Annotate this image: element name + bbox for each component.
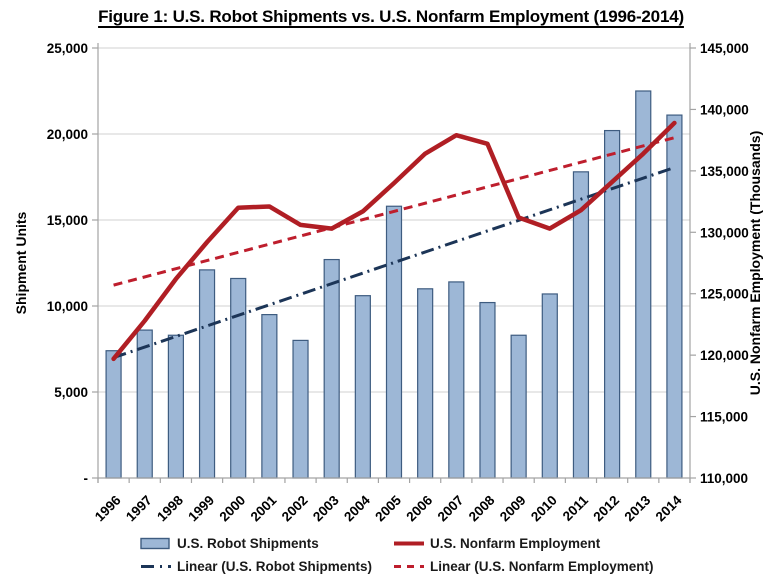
x-axis-year-label: 2002 [278,492,311,525]
right-axis-tick-label: 110,000 [700,471,749,486]
right-axis-tick-label: 145,000 [700,41,749,56]
bar-2009 [511,335,526,478]
x-axis-year-label: 2011 [559,492,592,524]
right-axis-tick-label: 125,000 [700,286,749,302]
bar-2005 [387,206,402,478]
x-axis-year-label: 1999 [185,492,218,525]
right-axis-tick-label: 120,000 [700,348,749,364]
right-axis-tick-label: 130,000 [700,225,749,241]
bar-1998 [168,335,183,478]
left-axis-tick-label: 5,000 [54,385,88,400]
bar-2001 [262,315,277,478]
right-axis-tick-label: 140,000 [700,102,749,118]
x-axis-year-label: 2010 [528,492,560,525]
bar-2008 [480,303,495,478]
legend-item-u-s-nonfarm-employment [393,536,600,551]
bar-2003 [324,260,339,478]
chart-title-text: Figure 1: U.S. Robot Shipments vs. U.S. Nonfarm Employment (1996-2014) [98,7,684,26]
x-axis-year-label: 2012 [590,492,623,525]
left-axis-title: Shipment Units [13,211,29,315]
bar-2010 [542,294,557,478]
bar-1999 [200,270,215,478]
x-axis-year-label: 2008 [465,492,498,525]
legend-label: Linear (U.S. Nonfarm Employment) [430,559,654,574]
x-axis-year-label: 2004 [341,492,373,525]
bar-1996 [106,351,121,478]
legend-swatch-bar [140,536,172,551]
x-axis-year-label: 2001 [247,492,280,525]
x-axis-year-label: 1997 [123,492,155,525]
bars-group [106,91,682,478]
right-axis-tick-label: 135,000 [700,163,749,179]
x-axis-year-label: 2009 [496,492,529,525]
bar-2000 [231,278,246,478]
legend-label: U.S. Nonfarm Employment [430,536,601,551]
x-axis-year-label: 2006 [403,492,436,525]
x-axis-year-label: 2005 [372,492,405,525]
right-axis-title: U.S. Nonfarm Employment (Thousands) [747,130,763,396]
x-axis-year-label: 2013 [621,492,654,525]
left-axis-tick-label: 20,000 [46,127,88,142]
bar-1997 [137,330,152,478]
x-axis-year-label: 2014 [652,492,685,525]
legend-item-u-s-robot-shipments [140,536,319,551]
x-axis-year-label: 1996 [91,492,124,525]
x-axis-year-label: 2007 [434,492,467,525]
legend-swatch-dash-dot-line [140,559,172,574]
bar-2002 [293,340,308,478]
bar-2004 [355,296,370,478]
legend-swatch-dashed-line [393,559,425,574]
bar-2007 [449,282,464,478]
x-axis-year-label: 2003 [309,492,342,525]
left-axis-tick-label: 10,000 [46,299,88,314]
x-axis-year-label: 2000 [216,492,249,525]
legend-swatch-solid-line [393,536,425,551]
right-axis-tick-label: 115,000 [700,409,749,425]
bar-2006 [418,289,433,478]
left-axis-tick-label: - [83,471,88,486]
x-axis-year-label: 1998 [154,492,187,525]
legend-label: U.S. Robot Shipments [177,536,319,551]
legend-label: Linear (U.S. Robot Shipments) [177,559,373,574]
legend-item-linear-u-s-nonfarm-employment [393,559,654,574]
left-axis-tick-label: 15,000 [46,213,88,228]
bar-2011 [573,172,588,478]
left-axis-tick-label: 25,000 [46,41,88,56]
legend-item-linear-u-s-robot-shipments [140,559,372,574]
